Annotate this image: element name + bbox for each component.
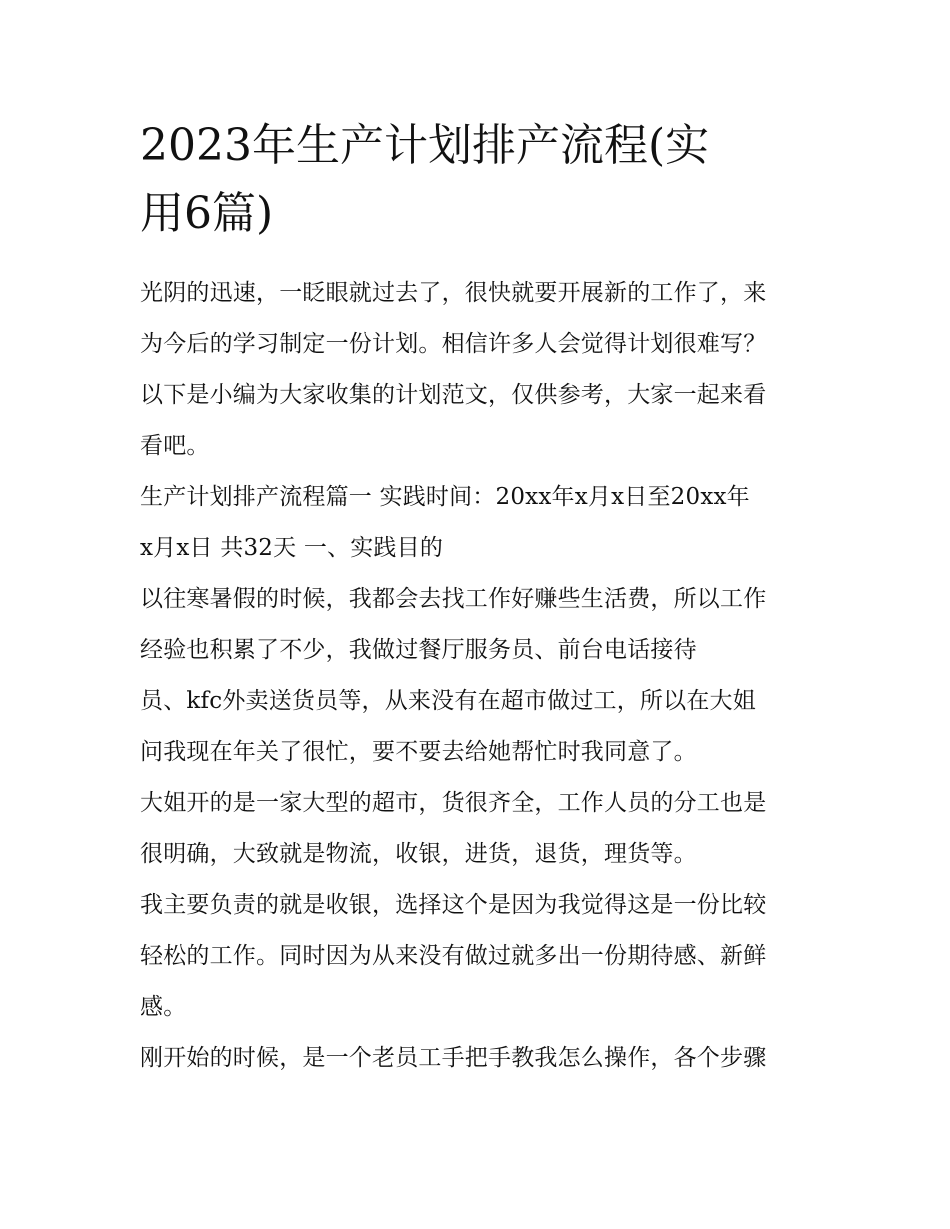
- paragraph-1: [140, 268, 820, 472]
- paragraph-6: [140, 1033, 820, 1084]
- text-line: 员、kfc外卖送货员等，从来没有在超市做过工，所以在大姐: [140, 688, 756, 714]
- text-line: 经验也积累了不少，我做过餐厅服务员、前台电话接待: [140, 637, 697, 663]
- title-line-1: 2023年生产计划排产流程(实: [140, 120, 710, 171]
- paragraph-2: [140, 472, 820, 574]
- text-line: 问我现在年关了很忙，要不要去给她帮忙时我同意了。: [140, 739, 697, 765]
- document-page: [140, 112, 820, 1084]
- text-line: 刚开始的时候，是一个老员工手把手教我怎么操作，各个步骤: [140, 1045, 767, 1071]
- text-line: 光阴的迅速，一眨眼就过去了，很快就要开展新的工作了，来: [140, 280, 767, 306]
- text-line: 我主要负责的就是收银，选择这个是因为我觉得这是一份比较: [140, 892, 767, 918]
- text-line: 感。: [140, 994, 187, 1020]
- document-title: [140, 112, 820, 248]
- text-line: 轻松的工作。同时因为从来没有做过就多出一份期待感、新鲜: [140, 943, 767, 969]
- title-line-2: 用6篇): [140, 188, 274, 239]
- text-line: 大姐开的是一家大型的超市，货很齐全，工作人员的分工也是: [140, 790, 767, 816]
- paragraph-4: [140, 778, 820, 880]
- text-line: 以往寒暑假的时候，我都会去找工作好赚些生活费，所以工作: [140, 586, 767, 612]
- text-line: 看吧。: [140, 433, 210, 459]
- paragraph-5: [140, 880, 820, 1033]
- paragraph-3: [140, 574, 820, 778]
- text-line: 以下是小编为大家收集的计划范文，仅供参考，大家一起来看: [140, 382, 767, 408]
- text-line: 很明确，大致就是物流，收银，进货，退货，理货等。: [140, 841, 697, 867]
- text-line: 为今后的学习制定一份计划。相信许多人会觉得计划很难写？: [140, 331, 767, 357]
- text-line: 生产计划排产流程篇一 实践时间：20xx年x月x日至20xx年: [140, 484, 750, 510]
- text-line: x月x日 共32天 一、实践目的: [140, 535, 444, 561]
